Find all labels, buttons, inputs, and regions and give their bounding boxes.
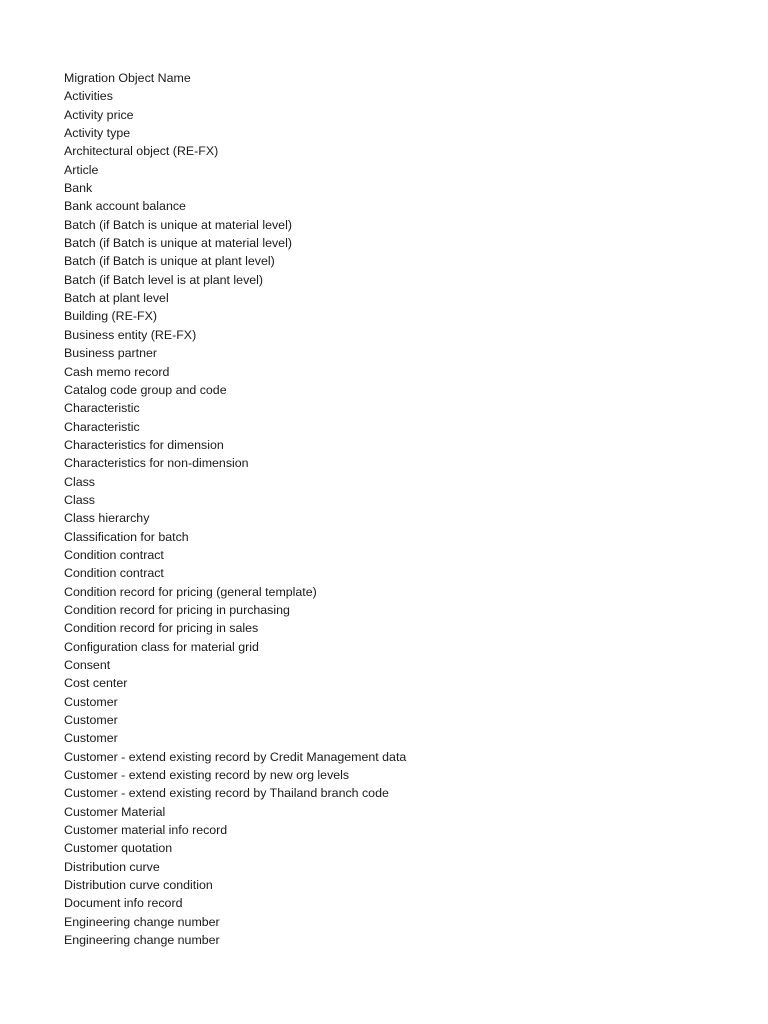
list-item: Batch (if Batch level is at plant level): [64, 272, 264, 287]
migration-object-list: [64, 69, 724, 950]
list-item: Cash memo record: [64, 364, 170, 379]
list-item: Cost center: [64, 676, 128, 691]
list-item: Characteristic: [64, 401, 140, 416]
list-item: Batch (if Batch is unique at material level): [64, 236, 292, 251]
list-item: Condition contract: [64, 547, 164, 562]
list-item: Batch (if Batch is unique at plant level): [64, 254, 275, 269]
list-item: Characteristics for dimension: [64, 437, 224, 452]
list-item: Customer - extend existing record by Thailand branch code: [64, 786, 389, 801]
list-item: Bank account balance: [64, 199, 186, 214]
list-item: Customer Material: [64, 804, 166, 819]
list-item: Catalog code group and code: [64, 382, 227, 397]
list-item: Document info record: [64, 896, 183, 911]
list-item: Activity type: [64, 126, 131, 141]
list-item: Bank: [64, 181, 93, 196]
list-item: Characteristics for non-dimension: [64, 456, 249, 471]
list-item: Distribution curve condition: [64, 878, 213, 893]
list-item: Customer - extend existing record by Credit Management data: [64, 749, 407, 764]
list-item: Customer: [64, 713, 118, 728]
list-item: Condition record for pricing in purchasing: [64, 602, 290, 617]
list-item: Customer quotation: [64, 841, 173, 856]
list-item: Activity price: [64, 107, 134, 122]
list-item: Customer material info record: [64, 823, 228, 838]
list-item: Customer - extend existing record by new org levels: [64, 768, 350, 783]
list-item: Consent: [64, 658, 111, 672]
list-item: Architectural object (RE-FX): [64, 144, 219, 159]
list-item: Engineering change number: [64, 933, 220, 948]
list-item: Customer: [64, 694, 118, 709]
list-item: Condition record for pricing (general template): [64, 584, 317, 599]
list-item: Engineering change number: [64, 914, 220, 929]
list-item: Characteristic: [64, 419, 140, 434]
list-item: Class: [64, 492, 95, 507]
list-item: Activities: [64, 89, 113, 104]
list-item: Customer: [64, 731, 118, 746]
list-item: Classification for batch: [64, 529, 189, 544]
column-header: Migration Object Name: [64, 71, 191, 85]
list-item: Batch at plant level: [64, 291, 169, 306]
list-item: Class hierarchy: [64, 511, 150, 526]
list-item: Article: [64, 162, 99, 177]
list-item: Building (RE-FX): [64, 309, 157, 324]
list-item: Distribution curve: [64, 859, 160, 874]
list-item: Configuration class for material grid: [64, 639, 259, 654]
list-item: Business entity (RE-FX): [64, 327, 197, 342]
list-item: Class: [64, 474, 95, 489]
list-item: Condition contract: [64, 566, 164, 581]
list-item: Condition record for pricing in sales: [64, 621, 259, 636]
list-item: Business partner: [64, 346, 157, 361]
list-item: Batch (if Batch is unique at material level): [64, 217, 292, 232]
